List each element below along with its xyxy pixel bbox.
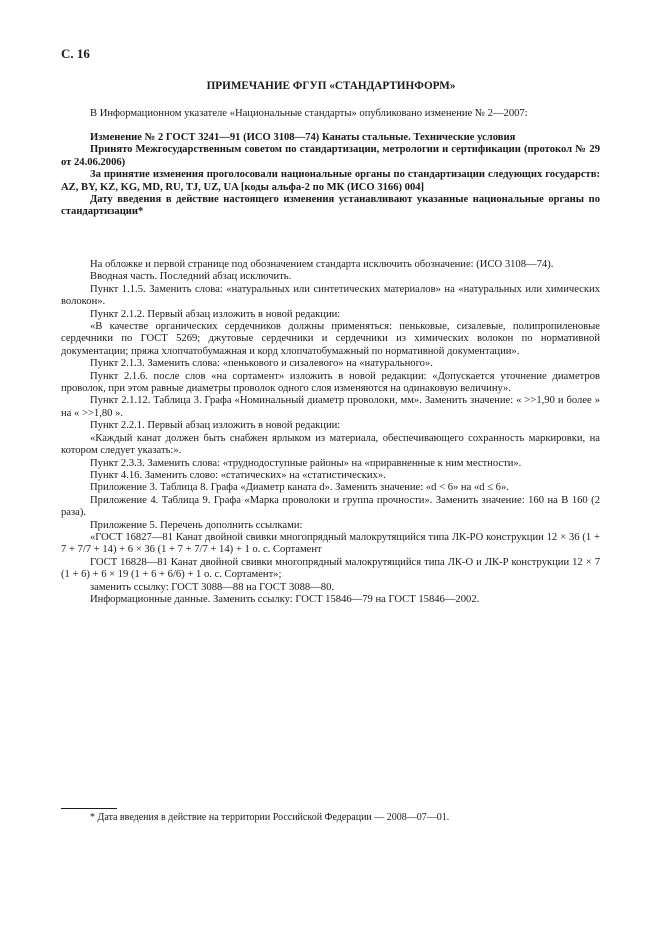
amendment-adopted: Принято Межгосударственным советом по стандартизации, метрологии и сертификации (протокол № 29 от 24.06.2006) xyxy=(61,144,600,168)
body-paragraph: Приложение 3. Таблица 8. Графа «Диаметр каната d». Заменить значение: «d < 6» на «d ≤ 6». xyxy=(90,482,509,494)
amendment-voted: За принятие изменения проголосовали национальные органы по стандартизации следующих государств: AZ, BY, KZ, KG, MD, RU, TJ, UZ, UA [коды альфа-2 по МК (ИСО 3166) 004] xyxy=(61,169,600,193)
body-paragraph: Пункт 2.1.2. Первый абзац изложить в новой редакции: xyxy=(90,308,341,320)
body-paragraph: Приложение 4. Таблица 9. Графа «Марка проволоки и группа прочности». Заменить значение: 160 на В 160 (2 раза). xyxy=(61,494,600,519)
body-paragraph: Пункт 2.2.1. Первый абзац изложить в новой редакции: xyxy=(90,420,341,432)
page-title: ПРИМЕЧАНИЕ ФГУП «СТАНДАРТИНФОРМ» xyxy=(206,80,456,92)
amendment-title: Изменение № 2 ГОСТ 3241—91 (ИСО 3108—74) Канаты стальные. Технические условия xyxy=(90,132,516,143)
page-number: С. 16 xyxy=(61,46,90,61)
footnote-text: * Дата введения в действие на территории Российской Федерации — 2008—07—01. xyxy=(90,812,450,823)
body-paragraph: Пункт 1.1.5. Заменить слова: «натуральных или синтетических материалов» на «натуральных или химических волокон». xyxy=(61,283,600,308)
intro-paragraph xyxy=(61,108,600,120)
body-paragraph: Пункт 2.3.3. Заменить слова: «труднодоступные районы» на «приравненные к ним местности». xyxy=(90,457,522,469)
body-paragraph: Вводная часть. Последний абзац исключить. xyxy=(90,271,292,283)
footnote-divider xyxy=(61,808,117,809)
body-paragraph: заменить ссылку: ГОСТ 3088—88 на ГОСТ 3088—80. xyxy=(90,581,335,593)
body-paragraph: «ГОСТ 16827—81 Канат двойной свивки многопрядный малокрутящийся типа ЛК-РО конструкции 12 × 36 (1 + 7 + 7/7 + 14) + 6 × 36 (1 + 7 + 7/7 + 14) + 1 о. с. Сортамент xyxy=(61,531,600,556)
body-paragraph: Пункт 2.1.6. после слов «на сортамент» изложить в новой редакции: «Допускается уточнение диаметров проволок, при этом равные диаметры проволок одного слоя изменяются на одинаковую величину». xyxy=(61,370,600,395)
body-paragraph: «В качестве органических сердечников должны применяться: пеньковые, сизалевые, полипропиленовые сердечники по ГОСТ 5269; джутовые сердечники и сердечники из химических волокон по нормативной документации; пряжа хлопчатобумажная и корд хлопчатобумажный по нормативной документации». xyxy=(61,321,600,357)
body-paragraph: «Каждый канат должен быть снабжен ярлыком из материала, обеспечивающего сохранность маркировки, на котором следует указать:». xyxy=(61,432,600,457)
body-paragraph: Пункт 2.1.12. Таблица 3. Графа «Номинальный диаметр проволоки, мм». Заменить значение: « >>1,90 и более » на « >>1,80 ». xyxy=(61,395,600,419)
body-paragraph: Приложение 5. Перечень дополнить ссылками: xyxy=(90,519,303,531)
body-paragraph: Пункт 2.1.3. Заменить слова: «пенькового и сизалевого» на «натурального». xyxy=(90,358,433,370)
intro-text: В Информационном указателе «Национальные стандарты» опубликовано изменение № 2—2007: xyxy=(90,108,528,119)
footnote xyxy=(61,812,600,824)
body-paragraph: Информационные данные. Заменить ссылку: ГОСТ 15846—79 на ГОСТ 15846—2002. xyxy=(90,593,480,605)
body-paragraph: Пункт 4.16. Заменить слово: «статических» на «статистических». xyxy=(90,469,386,481)
amendment-body xyxy=(61,259,600,606)
amendment-effective: Дату введения в действие настоящего изменения устанавливают указанные национальные органы по стандартизации* xyxy=(61,194,600,218)
body-paragraph: ГОСТ 16828—81 Канат двойной свивки многопрядный малокрутящийся типа ЛК-О и ЛК-Р конструкции 12 × 7 (1 + 6) + 6 × 19 (1 + 6 + 6/6) + 1 о. с. Сортамент»; xyxy=(61,556,600,581)
body-paragraph: На обложке и первой странице под обозначением стандарта исключить обозначение: (ИСО 3108—74). xyxy=(90,259,554,270)
amendment-header xyxy=(61,132,600,219)
